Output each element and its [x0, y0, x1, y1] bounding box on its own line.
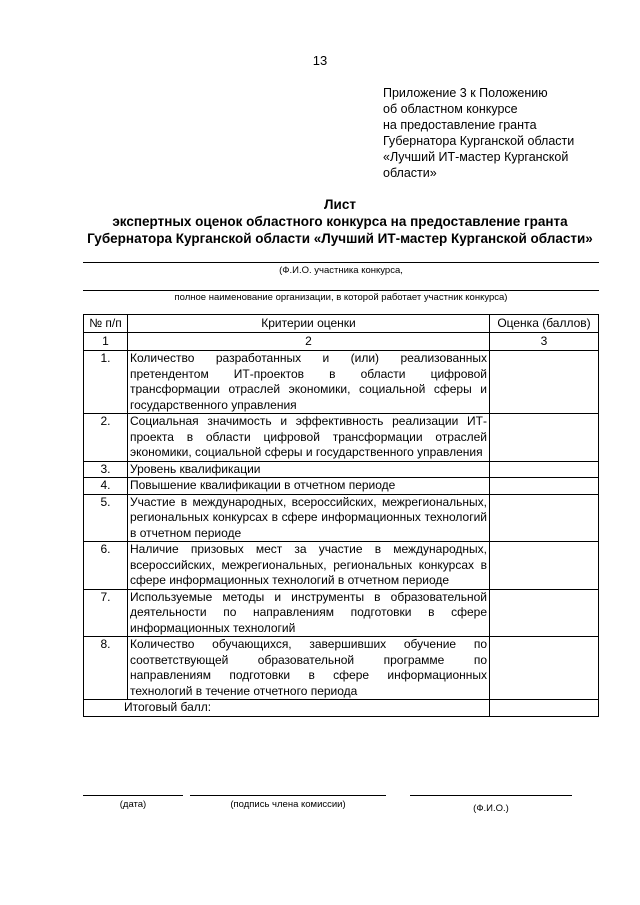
appendix-line: Губернатора Курганской области: [383, 134, 575, 148]
row-criteria: Уровень квалификации: [128, 461, 490, 478]
date-line: [83, 795, 183, 796]
fio-sign-line: [410, 795, 572, 796]
col-number-2: 2: [128, 333, 490, 351]
appendix-line: области»: [383, 166, 437, 180]
column-number-row: [84, 333, 599, 351]
row-num: 6.: [84, 542, 128, 590]
appendix-line: Приложение 3 к Положению: [383, 86, 548, 100]
table-row: [84, 414, 599, 462]
appendix-line: «Лучший ИТ-мастер Курганской: [383, 150, 569, 164]
appendix-note: [383, 85, 623, 181]
fio-caption: (Ф.И.О. участника конкурса,: [279, 265, 403, 276]
total-score-cell[interactable]: [490, 700, 599, 717]
evaluation-table: [83, 314, 599, 717]
page-number: 13: [312, 53, 328, 68]
table-row: [84, 494, 599, 542]
row-criteria: Повышение квалификации в отчетном периоде: [128, 478, 490, 495]
row-num: 1.: [84, 351, 128, 414]
fio-sign-caption: (Ф.И.О.): [473, 803, 509, 814]
score-cell[interactable]: [490, 542, 599, 590]
col-number-3: 3: [490, 333, 599, 351]
row-criteria: Количество разработанных и (или) реализованных претендентом ИТ-проектов в области цифровой трансформации отраслей экономики, социальной сферы и государственного управления: [128, 351, 490, 414]
row-num: 7.: [84, 589, 128, 637]
row-num: 4.: [84, 478, 128, 495]
score-cell[interactable]: [490, 478, 599, 495]
score-cell[interactable]: [490, 589, 599, 637]
col-number-1: 1: [84, 333, 128, 351]
title-line: экспертных оценок областного конкурса на предоставление гранта: [112, 214, 568, 229]
title-line: Губернатора Курганской области «Лучший ИТ-мастер Курганской области»: [87, 231, 593, 246]
row-criteria: Используемые методы и инструменты в образовательной деятельности по направлениям подготовки в сфере информационных технологий: [128, 589, 490, 637]
table-header-row: [84, 315, 599, 333]
row-criteria: Наличие призовых мест за участие в международных, всероссийских, межрегиональных, региональных конкурсах в сфере информационных технологий в отчетном периоде: [128, 542, 490, 590]
row-num: 8.: [84, 637, 128, 700]
appendix-line: на предоставление гранта: [383, 118, 537, 132]
score-cell[interactable]: [490, 494, 599, 542]
score-cell[interactable]: [490, 637, 599, 700]
row-criteria: Социальная значимость и эффективность реализации ИТ-проекта в области цифровой трансформации отраслей экономики, социальной сферы и государственного управления: [128, 414, 490, 462]
header-score: Оценка (баллов): [490, 315, 599, 333]
date-caption: (дата): [119, 799, 147, 810]
row-num: 2.: [84, 414, 128, 462]
signature-caption: (подпись члена комиссии): [230, 799, 346, 810]
score-cell[interactable]: [490, 414, 599, 462]
row-num: 5.: [84, 494, 128, 542]
table-row: [84, 478, 599, 495]
org-fill-line: [83, 290, 599, 291]
table-row: [84, 589, 599, 637]
title-line: Лист: [324, 197, 356, 212]
table-row: [84, 542, 599, 590]
table-row: [84, 351, 599, 414]
fio-fill-line: [83, 262, 599, 263]
row-criteria: Количество обучающихся, завершивших обучение по соответствующей образовательной программе по направлениям подготовки в сфере информационных технологий в течение отчетного периода: [128, 637, 490, 700]
row-criteria: Участие в международных, всероссийских, межрегиональных, региональных конкурсах в сфере информационных технологий в отчетном периоде: [128, 494, 490, 542]
total-row: [84, 700, 599, 717]
signature-line: [190, 795, 386, 796]
header-num: № п/п: [84, 315, 128, 333]
row-num: 3.: [84, 461, 128, 478]
score-cell[interactable]: [490, 351, 599, 414]
score-cell[interactable]: [490, 461, 599, 478]
table-row: [84, 461, 599, 478]
total-label: Итоговый балл:: [84, 700, 490, 717]
document-title: [70, 196, 610, 247]
org-caption: полное наименование организации, в которой работает участник конкурса): [174, 292, 508, 303]
appendix-line: об областном конкурсе: [383, 102, 518, 116]
table-row: [84, 637, 599, 700]
header-criteria: Критерии оценки: [128, 315, 490, 333]
